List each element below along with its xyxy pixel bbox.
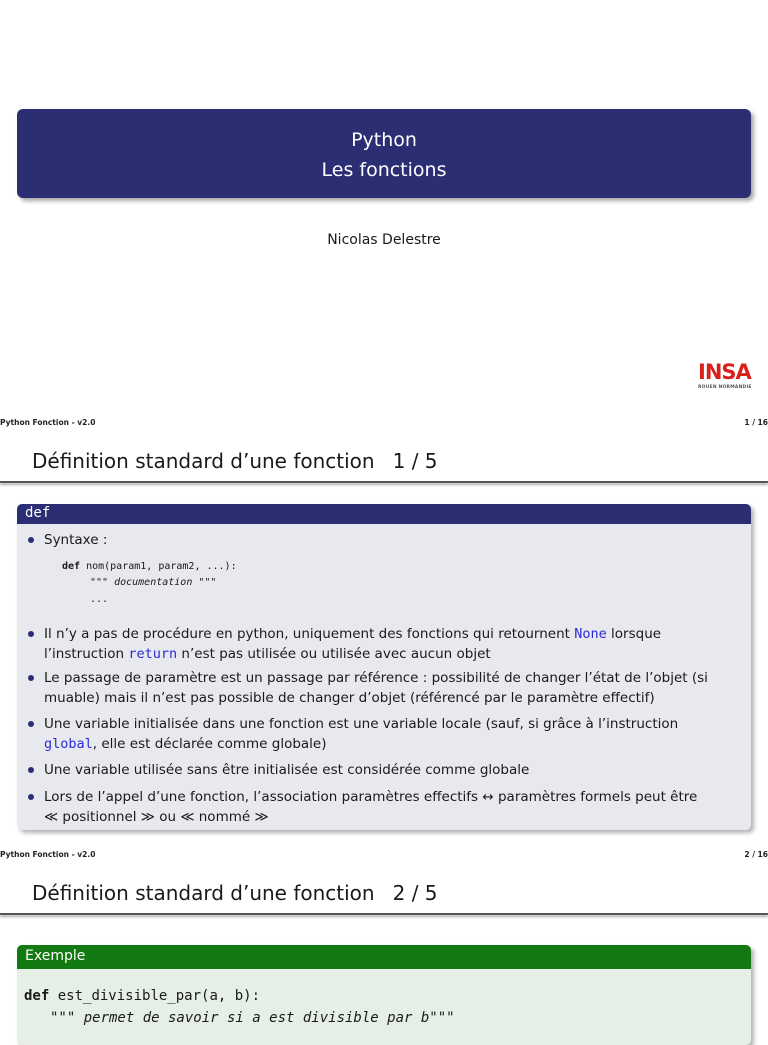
bullet-text: Une variable utilisée sans être initialisée est considérée comme globale: [44, 762, 530, 778]
bullet-text: Il n’y a pas de procédure en python, uniquement des fonctions qui retournent: [44, 626, 575, 642]
code-line-sig: [62, 561, 237, 572]
presentation-title: Python: [351, 129, 417, 151]
bullet-call: [44, 787, 744, 827]
code-signature: nom(param1, param2, ...):: [80, 561, 237, 572]
bullet-dot: [28, 767, 34, 773]
keyword-global: global: [44, 736, 93, 752]
example-docstring: """ permet de savoir si a est divisible par b""": [50, 1010, 455, 1026]
bullet-text: ≪ positionnel ≫ ou ≪ nommé ≫: [44, 809, 269, 825]
frame-title-2: [32, 881, 438, 905]
bullet-syntax: [44, 530, 744, 550]
syntax-label: Syntaxe :: [44, 532, 108, 548]
code-keyword: def: [62, 561, 81, 572]
code-keyword: def: [24, 988, 50, 1004]
example-code-line: [24, 988, 260, 1004]
block-header: [17, 945, 751, 969]
bullet-global: [44, 760, 744, 780]
logo-word: INSA: [698, 360, 751, 384]
title-box: [17, 109, 751, 198]
block-title: Exemple: [25, 948, 86, 964]
bullet-procedure: [44, 624, 744, 664]
bullet-text: muable) mais il n’est pas possible de changer d’objet (référencé par le paramètre effectif): [44, 690, 655, 706]
bullet-dot: [28, 675, 34, 681]
bullet-text: n’est pas utilisée ou utilisée avec aucun objet: [177, 646, 491, 662]
frame-title-text: Définition standard d’une fonction: [32, 881, 375, 905]
page-number-2: 2 / 16: [744, 850, 768, 859]
code-signature: est_divisible_par(a, b):: [49, 988, 261, 1004]
frame-title-text: Définition standard d’une fonction: [32, 449, 375, 473]
bullet-dot: [28, 537, 34, 543]
page-number-1: 1 / 16: [744, 418, 768, 427]
bullet-text: l’instruction: [44, 646, 129, 662]
bullet-dot: [28, 631, 34, 637]
bullet-text: lorsque: [606, 626, 662, 642]
footer-left-1: Python Fonction - v2.0: [0, 418, 96, 427]
frame-rule: [0, 913, 768, 915]
author-name: Nicolas Delestre: [327, 232, 441, 248]
bullet-text: , elle est déclarée comme globale): [92, 736, 327, 752]
bullet-text: Le passage de paramètre est un passage par référence : possibilité de changer l’état de l’objet (si: [44, 670, 708, 686]
keyword-none: None: [574, 626, 607, 642]
code-docstring: """ documentation """: [90, 577, 217, 588]
logo-subtitle: ROUEN NORMANDIE: [698, 385, 752, 390]
bullet-local: [44, 714, 744, 754]
frame-counter: 2 / 5: [392, 881, 438, 905]
insa-logo: [698, 362, 758, 398]
footer-left-2: Python Fonction - v2.0: [0, 850, 96, 859]
block-title: def: [25, 505, 51, 521]
bullet-dot: [28, 721, 34, 727]
frame-counter: 1 / 5: [392, 449, 438, 473]
code-line-dots: ...: [90, 594, 109, 605]
bullet-dot: [28, 794, 34, 800]
presentation-subtitle: Les fonctions: [321, 159, 447, 181]
frame-title-1: [32, 449, 438, 473]
keyword-return: return: [128, 646, 178, 662]
bullet-reference: [44, 668, 744, 708]
bullet-text: Lors de l’appel d’une fonction, l’association paramètres effectifs ↔ paramètres formels peut être: [44, 789, 698, 805]
block-header: [17, 504, 751, 524]
frame-rule: [0, 481, 768, 483]
code-line-doc: [90, 577, 216, 588]
bullet-text: Une variable initialisée dans une fonction est une variable locale (sauf, si grâce à l’instruction: [44, 716, 679, 732]
def-block: [17, 504, 751, 830]
